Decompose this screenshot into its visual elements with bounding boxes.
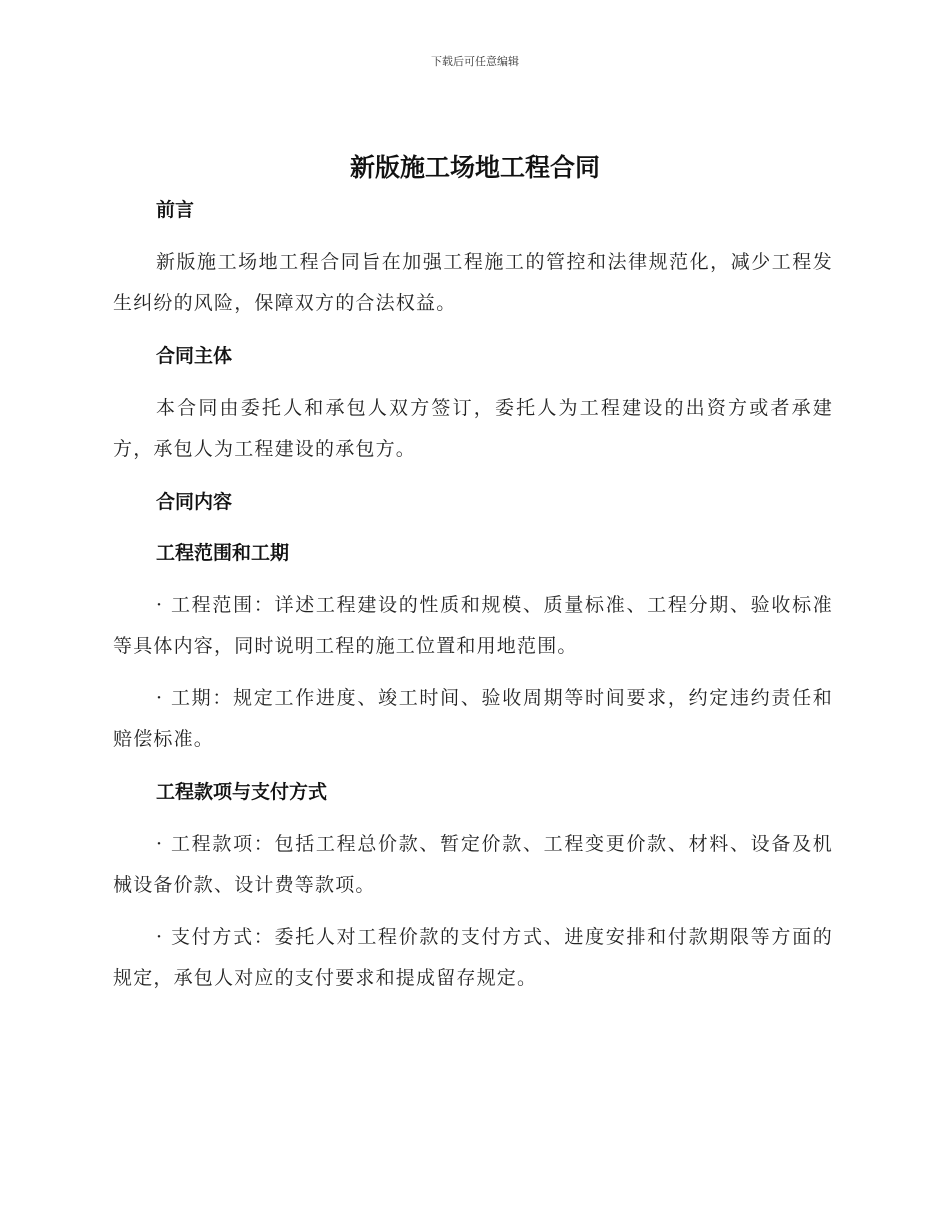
list-item-schedule: · 工期：规定工作进度、竣工时间、验收周期等时间要求，约定违约责任和赔偿标准。 <box>113 687 833 750</box>
document-title: 新版施工场地工程合同 <box>349 153 600 182</box>
paragraph-preface: 新版施工场地工程合同旨在加强工程施工的管控和法律规范化，减少工程发生纠纷的风险，保障双方的合法权益。 <box>113 251 833 314</box>
page-header-note: 下载后可任意编辑 <box>431 55 519 68</box>
list-item-scope: · 工程范围：详述工程建设的性质和规模、质量标准、工程分期、验收标准等具体内容，同时说明工程的施工位置和用地范围。 <box>113 594 833 657</box>
section-heading-scope: 工程范围和工期 <box>156 542 290 564</box>
section-heading-parties: 合同主体 <box>156 345 233 367</box>
document-body <box>113 193 833 999</box>
list-item-method: · 支付方式：委托人对工程价款的支付方式、进度安排和付款期限等方面的规定，承包人对应的支付要求和提成留存规定。 <box>113 926 833 989</box>
section-heading-preface: 前言 <box>156 199 195 221</box>
paragraph-parties: 本合同由委托人和承包人双方签订，委托人为工程建设的出资方或者承建方，承包人为工程建设的承包方。 <box>113 397 833 460</box>
section-heading-content: 合同内容 <box>156 491 233 513</box>
section-heading-payment: 工程款项与支付方式 <box>156 781 328 803</box>
list-item-funds: · 工程款项：包括工程总价款、暂定价款、工程变更价款、材料、设备及机械设备价款、设计费等款项。 <box>113 833 833 896</box>
